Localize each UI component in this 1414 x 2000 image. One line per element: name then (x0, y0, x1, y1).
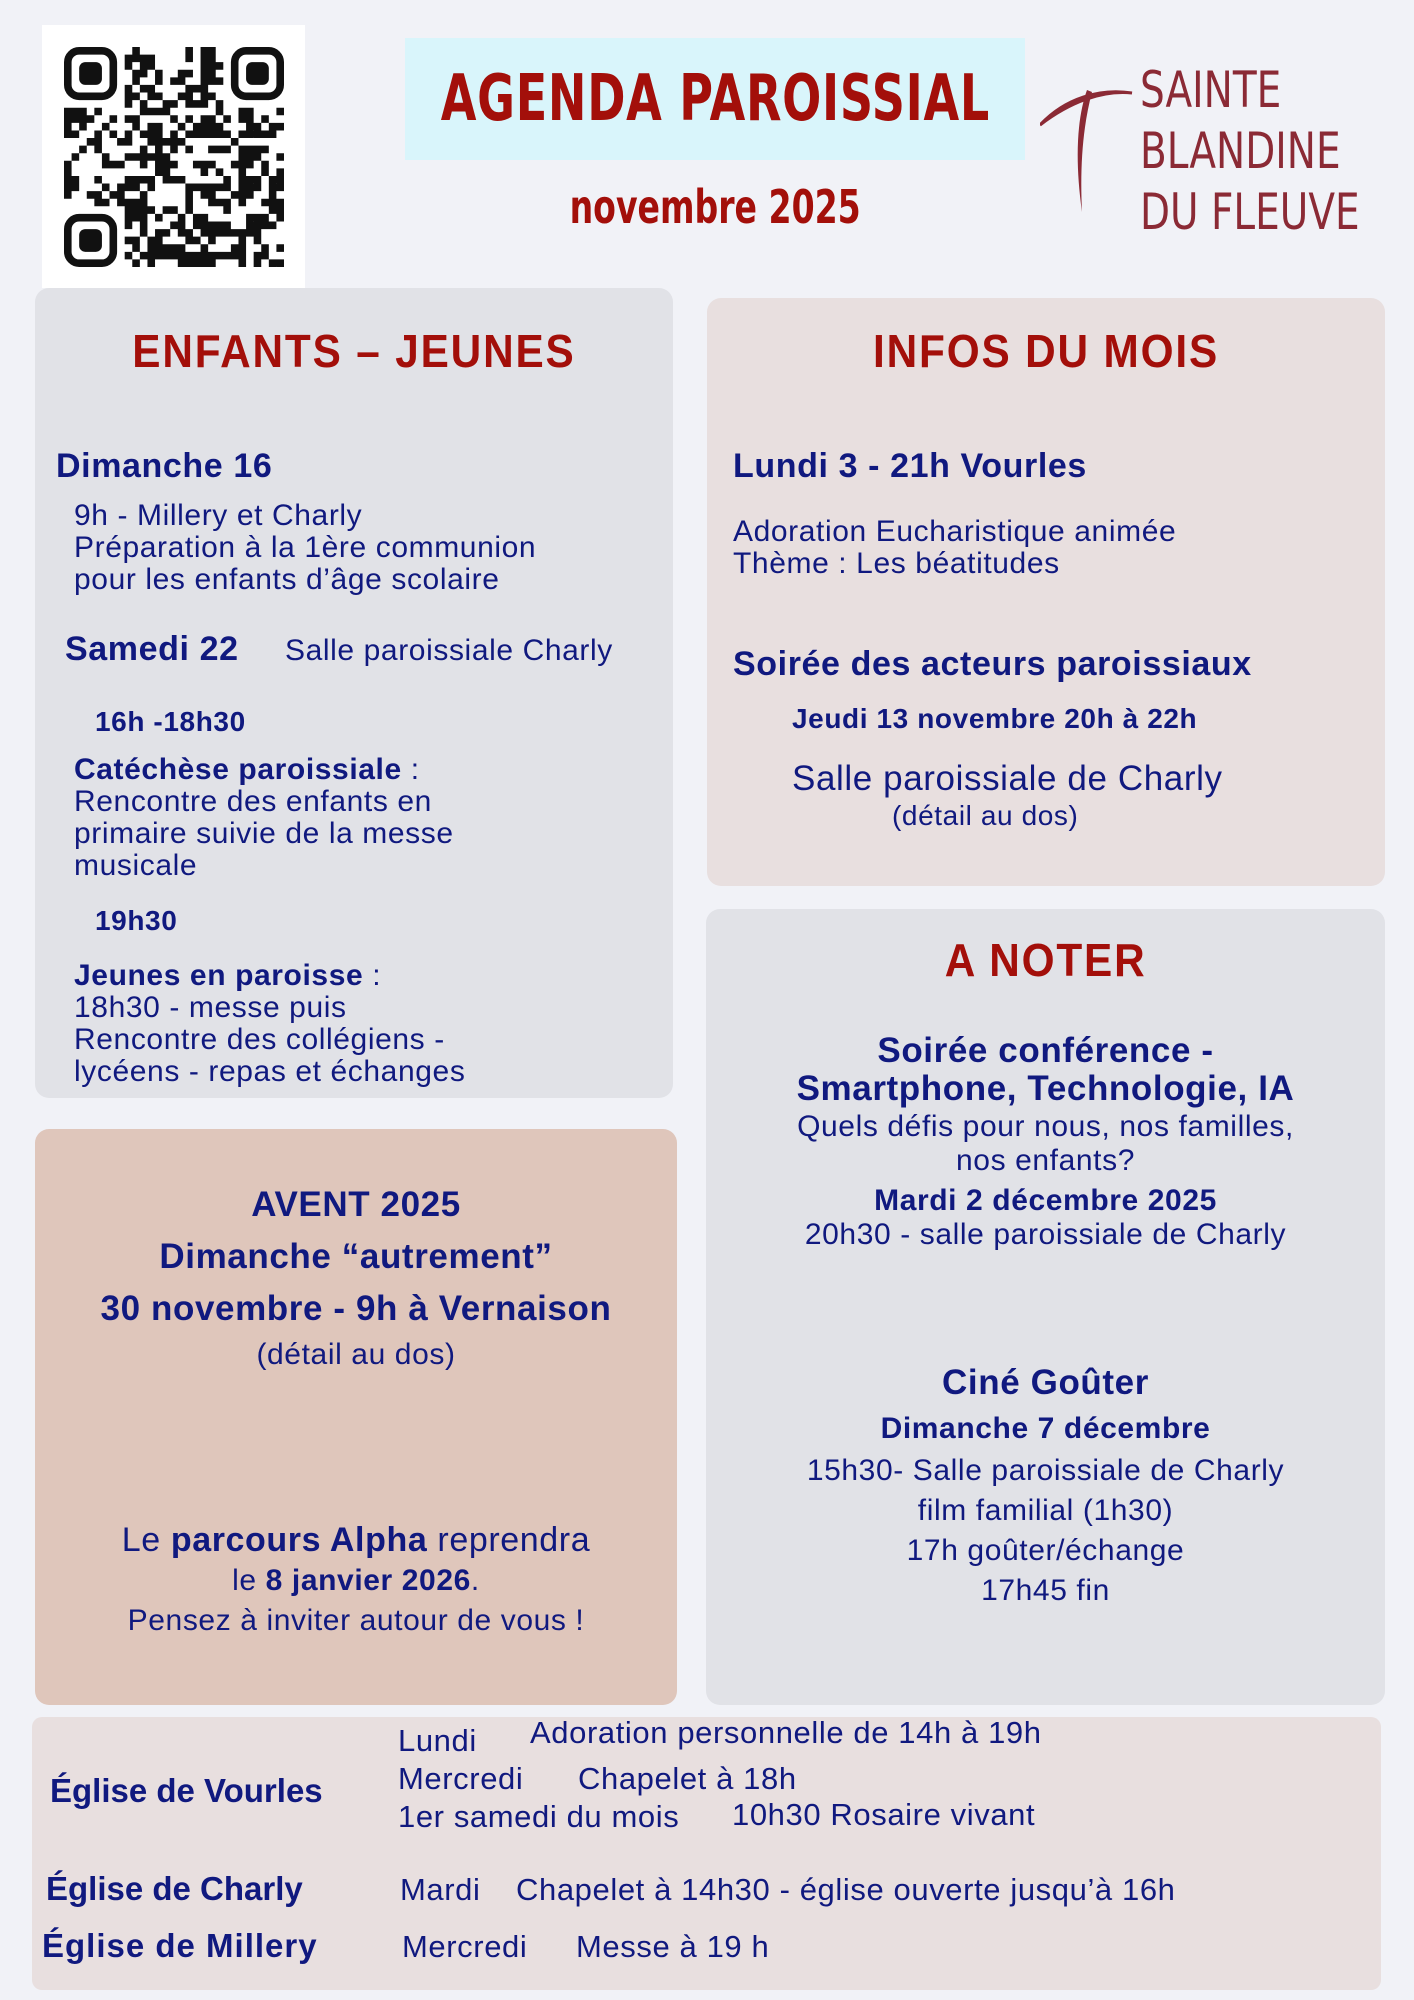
alpha-line-2: le 8 janvier 2026. (232, 1564, 480, 1597)
conference-question: Quels défis pour nous, nos familles, (797, 1110, 1294, 1143)
event-day: Samedi 22 (65, 630, 239, 668)
month-subtitle (405, 180, 1025, 234)
schedule-day: Lundi (398, 1723, 477, 1758)
event-note: (détail au dos) (892, 800, 1079, 831)
avent-note: (détail au dos) (256, 1338, 456, 1371)
cross-icon (1040, 60, 1140, 220)
event-line: Rencontre des enfants en (74, 785, 432, 818)
event-time: 16h -18h30 (95, 706, 246, 737)
event-line: Thème : Les béatitudes (733, 547, 1060, 580)
avent-title: AVENT 2025 (251, 1185, 461, 1224)
event-line: Rencontre des collégiens - (74, 1023, 445, 1056)
schedule-text: Adoration personnelle de 14h à 19h (530, 1715, 1042, 1750)
cine-date: Dimanche 7 décembre (880, 1412, 1211, 1445)
cine-title: Ciné Goûter (942, 1363, 1149, 1402)
panel-heading: INFOS DU MOIS (872, 325, 1220, 377)
event-line: 18h30 - messe puis (74, 991, 347, 1024)
qr-code (42, 25, 305, 288)
event-title: Catéchèse paroissiale (74, 753, 402, 786)
event-title-line (74, 754, 420, 786)
conference-title: Soirée conférence - (877, 1031, 1214, 1070)
qr-finder-center (79, 229, 102, 252)
schedule-text: Chapelet à 14h30 - église ouverte jusqu’à 16h (516, 1872, 1176, 1907)
panel-a-noter (706, 909, 1385, 1705)
cine-line: 15h30- Salle paroissiale de Charly (806, 1454, 1285, 1487)
event-line: lycéens - repas et échanges (74, 1055, 466, 1088)
panel-horaires (32, 1717, 1381, 1990)
logo-line: DU FLEUVE (1140, 183, 1360, 241)
conference-place: 20h30 - salle paroissiale de Charly (804, 1218, 1287, 1251)
cine-line: film familial (1h30) (917, 1494, 1174, 1527)
conference-question: nos enfants? (956, 1144, 1135, 1177)
panel-avent (35, 1129, 677, 1705)
event-day: Dimanche 16 (56, 447, 273, 485)
parish-logo (1040, 60, 1380, 260)
colon: : (372, 959, 382, 992)
church-label-vourles: Église de Vourles (50, 1772, 323, 1809)
church-label-charly: Église de Charly (46, 1870, 303, 1907)
conference-title: Smartphone, Technologie, IA (796, 1069, 1295, 1108)
qr-finder-center (79, 62, 102, 85)
cine-line: 17h goûter/échange (906, 1534, 1185, 1567)
event-title: Soirée des acteurs paroissiaux (733, 645, 1252, 683)
panel-enfants-jeunes (35, 288, 673, 1098)
alpha-date: 8 janvier 2026 (265, 1564, 471, 1597)
panel-infos-du-mois (707, 298, 1385, 886)
logo-line: BLANDINE (1140, 122, 1341, 180)
event-line: Préparation à la 1ère communion (74, 531, 537, 564)
schedule-text: 10h30 Rosaire vivant (732, 1797, 1036, 1832)
qr-code-pattern (64, 47, 284, 267)
church-label-millery: Église de Millery (42, 1927, 318, 1964)
event-title-line (74, 960, 381, 992)
colon: : (410, 753, 420, 786)
avent-subtitle: Dimanche “autrement” (159, 1237, 553, 1276)
event-date: Jeudi 13 novembre 20h à 22h (792, 703, 1198, 734)
qr-finder-center (246, 62, 269, 85)
alpha-highlight: parcours Alpha (170, 1521, 428, 1559)
event-line: 9h - Millery et Charly (74, 499, 363, 532)
event-line: primaire suivie de la messe (74, 817, 454, 850)
schedule-day: Mardi (400, 1872, 481, 1907)
schedule-text: Chapelet à 18h (578, 1761, 797, 1796)
logo-wordmark (1140, 60, 1414, 243)
event-place: Salle paroissiale de Charly (792, 759, 1223, 798)
panel-heading: ENFANTS – JEUNES (132, 325, 576, 377)
event-line: pour les enfants d’âge scolaire (74, 563, 500, 596)
alpha-line-3: Pensez à inviter autour de vous ! (127, 1604, 585, 1637)
avent-date: 30 novembre - 9h à Vernaison (100, 1289, 612, 1328)
event-line: Adoration Eucharistique animée (733, 515, 1177, 548)
panel-heading: A NOTER (944, 934, 1147, 986)
event-title: Jeunes en paroisse (74, 959, 364, 992)
schedule-day: Mercredi (402, 1929, 528, 1964)
schedule-day: Mercredi (398, 1761, 524, 1796)
conference-date: Mardi 2 décembre 2025 (874, 1184, 1217, 1217)
title-banner (405, 38, 1025, 160)
event-line: musicale (74, 849, 198, 882)
event-title: Lundi 3 - 21h Vourles (733, 447, 1087, 485)
event-place: Salle paroissiale Charly (285, 634, 613, 667)
event-time: 19h30 (95, 905, 178, 936)
logo-line: SAINTE (1140, 61, 1282, 119)
cine-line: 17h45 fin (981, 1574, 1110, 1607)
schedule-day: 1er samedi du mois (398, 1799, 680, 1834)
month-label: novembre 2025 (569, 180, 861, 234)
alpha-line-1: Le parcours Alpha reprendra (121, 1521, 591, 1559)
page-title: AGENDA PAROISSIAL (440, 62, 990, 136)
schedule-text: Messe à 19 h (576, 1929, 770, 1964)
